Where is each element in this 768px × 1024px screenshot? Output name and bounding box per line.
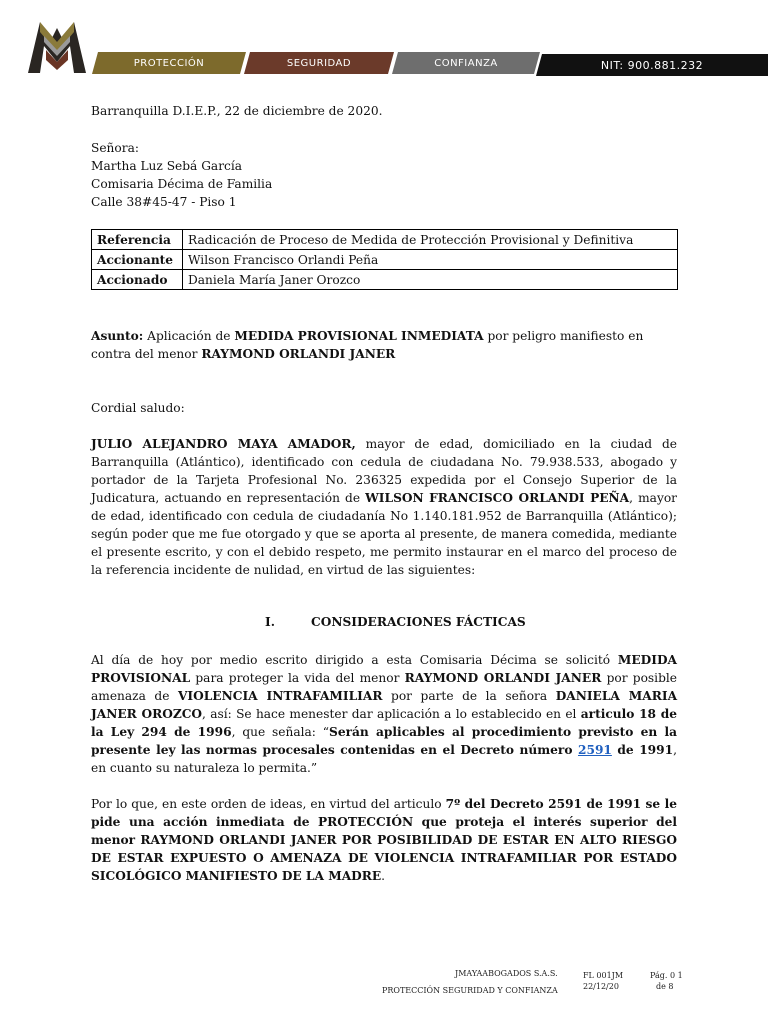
ref-value: Radicación de Proceso de Medida de Protección Provisional y Definitiva xyxy=(183,230,678,250)
p1-text: , que señala: “ xyxy=(231,725,330,739)
section-heading xyxy=(265,615,526,629)
footer-page: Pág. 0 1 xyxy=(650,971,683,980)
p1-bold: DANIELA MARIA JANER OROZCO xyxy=(91,689,678,721)
attorney-name: JULIO ALEJANDRO MAYA AMADOR, xyxy=(91,437,356,451)
plaintiff-value: Wilson Francisco Orlandi Peña xyxy=(183,250,678,270)
band-confianza-label: CONFIANZA xyxy=(434,57,498,69)
table-row xyxy=(92,250,678,270)
subject-minor-name: RAYMOND ORLANDI JANER xyxy=(201,347,396,361)
p1-bold: RAYMOND ORLANDI JANER xyxy=(404,671,602,685)
p2-bold: 7º del Decreto 2591 de 1991 se le pide una acción inmediata de PROTECCIÓN que proteja el interés superior del menor RAYMOND ORLANDI JANER POR POSIBILIDAD DE ESTAR EN ALTO RIESGO DE ESTAR EXPUESTO O AMENAZA DE VIOLENCIA INTRAFAMILIAR POR ESTADO SICOLÓGICO MANIFIESTO DE LA MADRE xyxy=(91,797,677,883)
greeting: Cordial saludo: xyxy=(91,401,185,415)
table-row xyxy=(92,270,678,290)
table-row xyxy=(92,230,678,250)
intro-paragraph xyxy=(91,435,677,579)
subject-measure: MEDIDA PROVISIONAL INMEDIATA xyxy=(234,329,484,343)
nit-label: NIT: 900.881.232 xyxy=(600,58,704,72)
band-seguridad xyxy=(244,52,394,74)
band-confianza xyxy=(392,52,540,74)
ref-label: Referencia xyxy=(92,230,183,250)
p1-text: , así: Se hace menester dar aplicación a lo establecido en el xyxy=(202,707,581,721)
facts-paragraph-2 xyxy=(91,795,677,885)
band-seguridad-label: SEGURIDAD xyxy=(286,57,352,69)
date-line: Barranquilla D.I.E.P., 22 de diciembre de 2020. xyxy=(91,104,383,118)
p2-text: Por lo que, en este orden de ideas, en virtud del articulo xyxy=(91,797,446,811)
p1-quote: de 1991 xyxy=(611,743,674,757)
decree-link[interactable]: 2591 xyxy=(577,743,612,757)
footer-code: FL 001JM xyxy=(583,971,624,980)
p1-text: por parte de la señora xyxy=(382,689,556,703)
facts-paragraph-1 xyxy=(91,651,677,777)
p1-text: por posible amenaza de xyxy=(91,671,677,703)
addressee-address: Calle 38#45-47 - Piso 1 xyxy=(91,195,237,209)
intro-text: mayor de edad, domiciliado en la ciudad de Barranquilla (Atlántico), identificado con cedula de ciudadana No. 79.938.533, abogado y portador de la Tarjeta Profesional No. 236325 expedida por el Consejo Superior de la Judicatura, actuando en representación de xyxy=(91,437,677,505)
footer-page-total: de 8 xyxy=(656,982,674,991)
band-nit xyxy=(536,54,768,76)
addressee-block xyxy=(91,139,677,211)
p1-text: , en cuanto su naturaleza lo permita.” xyxy=(91,743,677,775)
plaintiff-label: Accionante xyxy=(92,250,183,270)
p1-bold: VIOLENCIA INTRAFAMILIAR xyxy=(177,689,383,703)
p1-text: para proteger la vida del menor xyxy=(190,671,405,685)
p1-bold: MEDIDA PROVISIONAL xyxy=(91,653,677,685)
footer-date: 22/12/20 xyxy=(583,982,619,991)
footer-company: JMAYAABOGADOS S.A.S. xyxy=(455,969,558,978)
p2-text: . xyxy=(381,869,386,883)
subject-label: Asunto: xyxy=(91,329,144,343)
intro-text: , mayor de edad, identificado con cedula de ciudadanía No 1.140.181.952 de Barranquilla (Atlántico); según poder que me fue otorgado y que se aporta al presente, de manera comedida, mediante el presente escrito, y con el debido respeto, me permito instaurar en el marco del proceso de la referencia incidente de nulidad, en virtud de las siguientes: xyxy=(91,491,677,577)
band-proteccion-label: PROTECCIÓN xyxy=(133,57,205,69)
subject-text: por peligro manifiesto en contra del menor xyxy=(91,329,644,361)
footer-tagline: PROTECCIÓN SEGURIDAD Y CONFIANZA xyxy=(382,986,558,995)
addressee-office: Comisaria Décima de Familia xyxy=(91,177,273,191)
defendant-label: Accionado xyxy=(92,270,183,290)
subject-text: Aplicación de xyxy=(143,329,235,343)
p1-quote: Serán aplicables al procedimiento previsto en la presente ley las normas procesales contenidas en el Decreto número xyxy=(91,725,678,757)
section-number: I. xyxy=(265,615,275,629)
p1-text: Al día de hoy por medio escrito dirigido a esta Comisaria Décima se solicitó xyxy=(91,653,618,667)
client-name: WILSON FRANCISCO ORLANDI PEÑA xyxy=(365,491,630,505)
section-title: CONSIDERACIONES FÁCTICAS xyxy=(311,615,526,629)
reference-table xyxy=(91,229,678,290)
addressee-salutation: Señora: xyxy=(91,141,139,155)
defendant-value: Daniela María Janer Orozco xyxy=(183,270,678,290)
p1-bold: articulo 18 de la Ley 294 de 1996 xyxy=(91,707,677,739)
band-proteccion xyxy=(92,52,246,74)
company-logo xyxy=(26,16,88,74)
subject-paragraph xyxy=(91,327,677,363)
addressee-name: Martha Luz Sebá García xyxy=(91,159,243,173)
